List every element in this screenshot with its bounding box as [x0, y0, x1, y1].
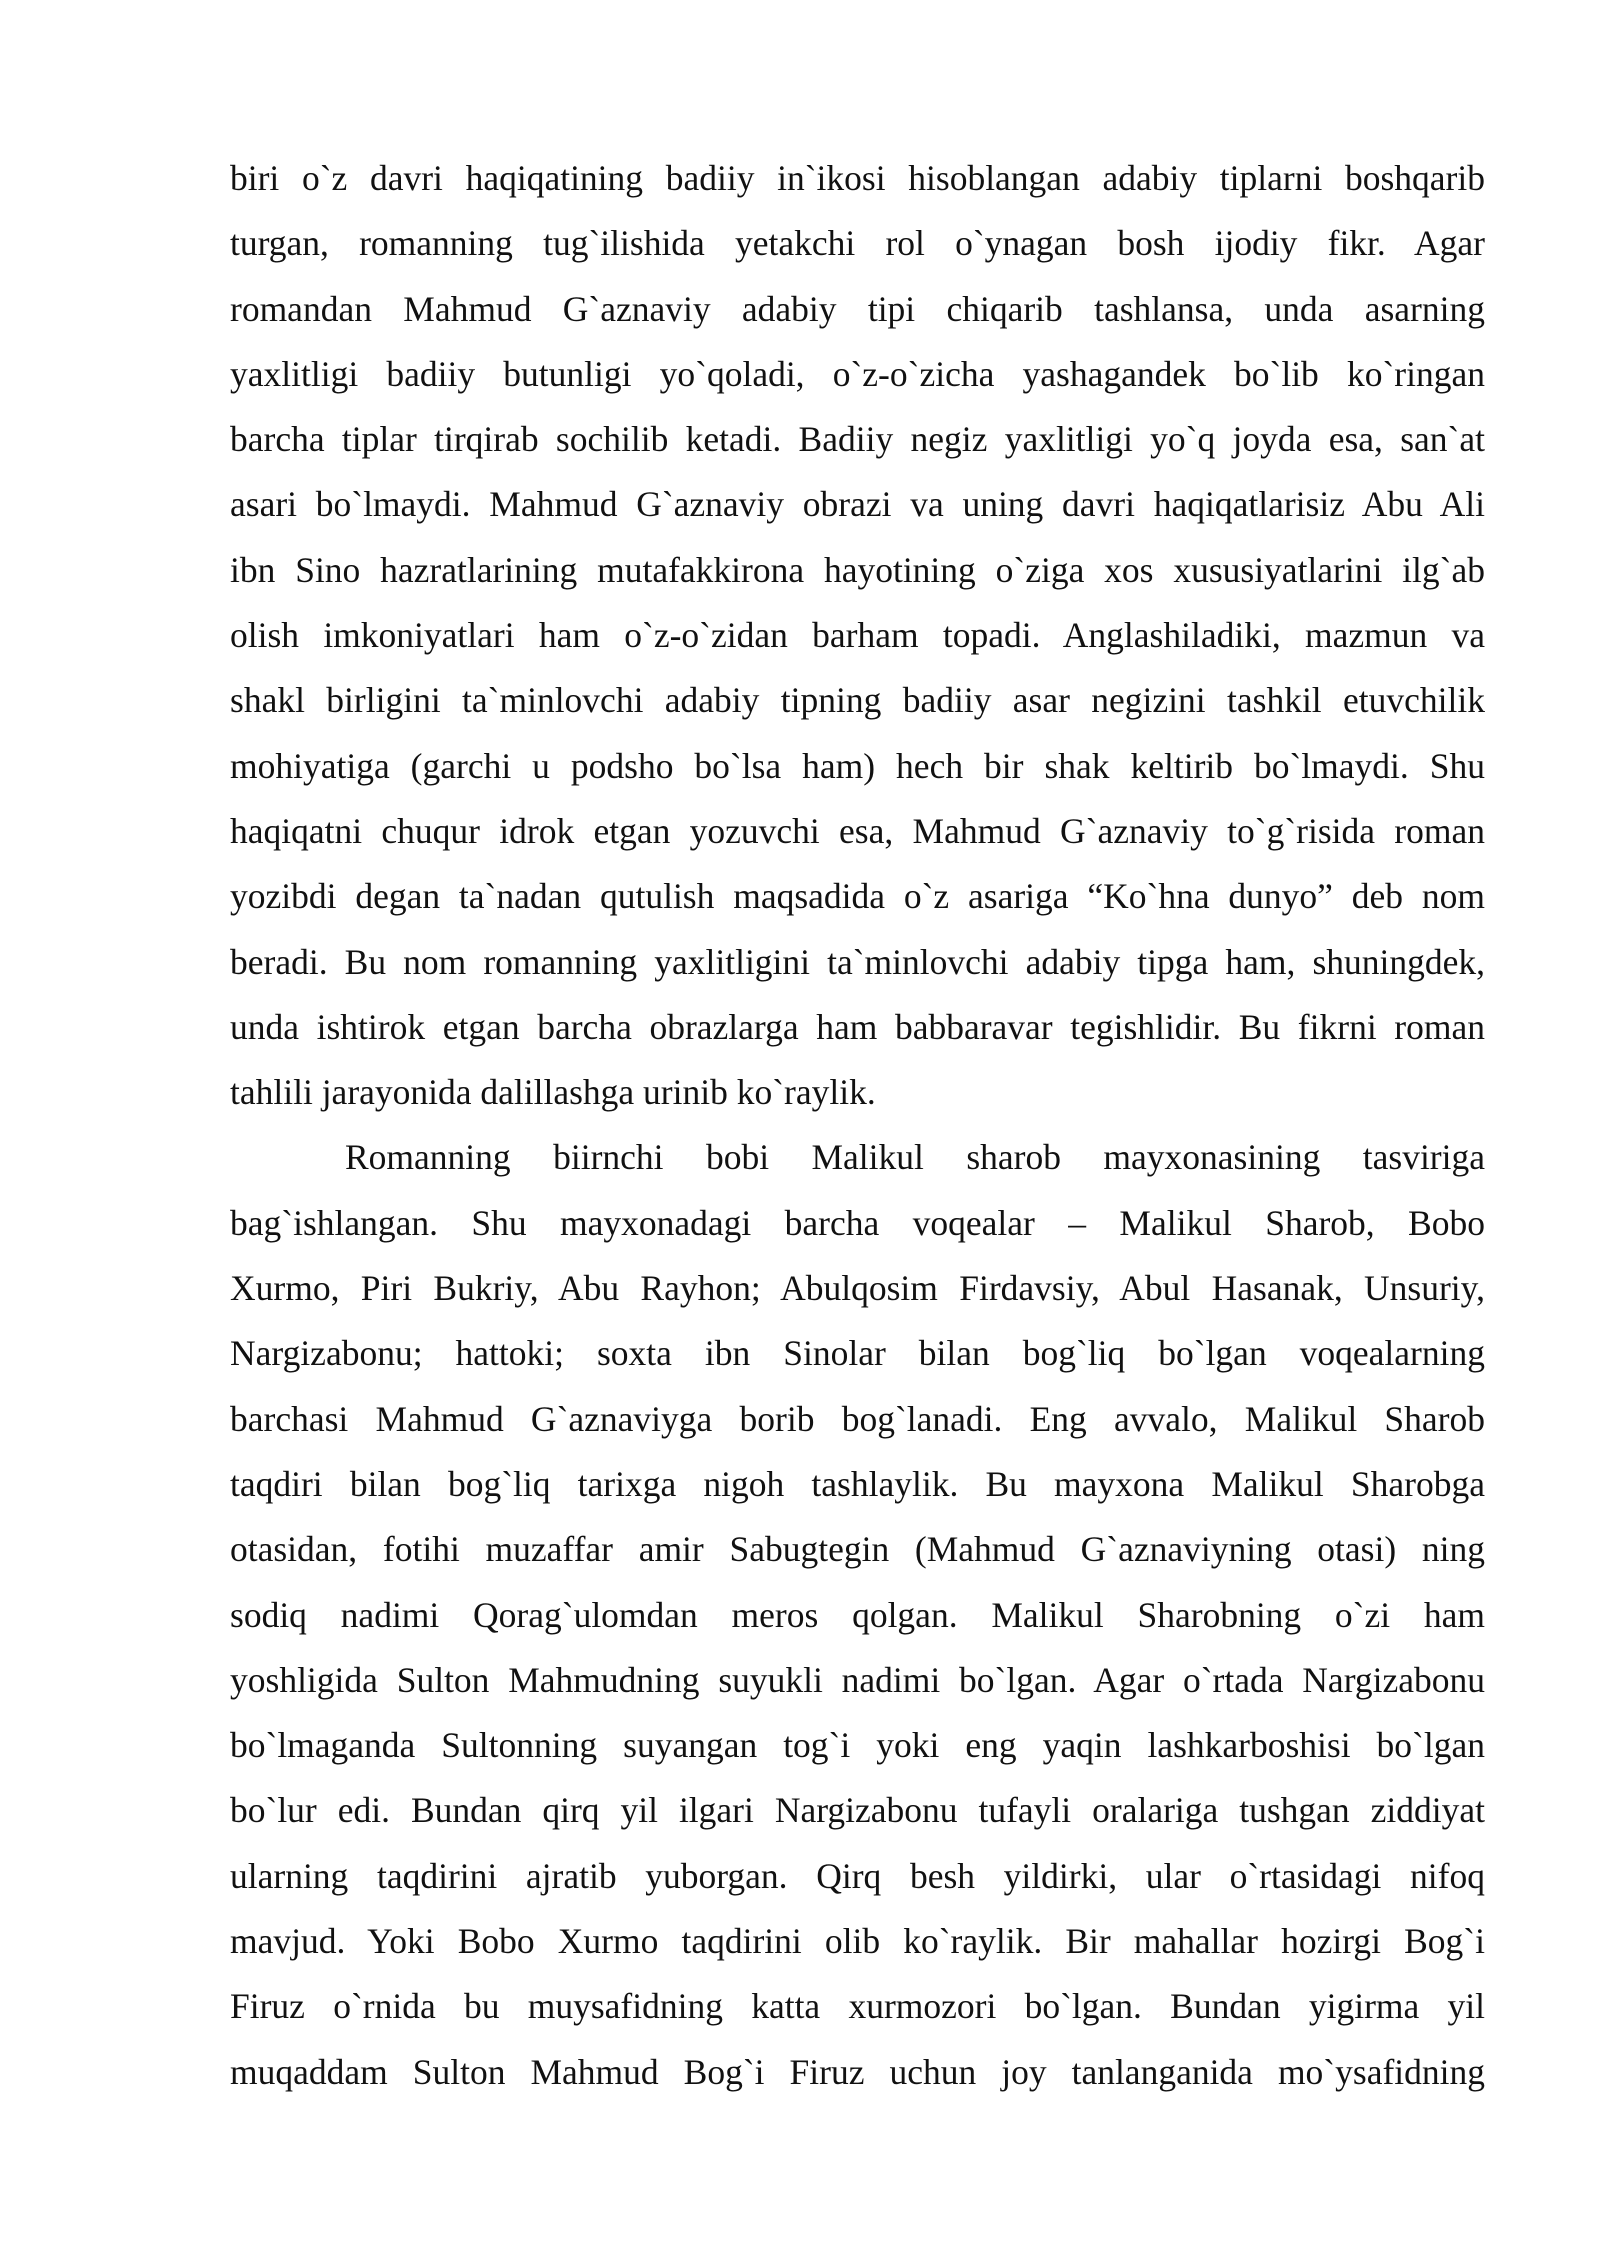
text-line: shakl birligini ta`minlovchi adabiy tipning badiiy asar negizini tashkil etuvchilik	[230, 680, 1485, 721]
text-line: otasidan, fotihi muzaffar amir Sabugtegin (Mahmud G`aznaviyning otasi) ning	[230, 1529, 1485, 1570]
text-line: bo`lmaganda Sultonning suyangan tog`i yoki eng yaqin lashkarboshisi bo`lgan	[230, 1725, 1485, 1766]
paragraph-end-line: tahlili jarayonida dalillashga urinib ko`raylik.	[230, 1072, 876, 1113]
text-line: Nargizabonu; hattoki; soxta ibn Sinolar bilan bog`liq bo`lgan voqealarning	[230, 1333, 1485, 1374]
text-line: sodiq nadimi Qorag`ulomdan meros qolgan. Malikul Sharobning o`zi ham	[230, 1594, 1485, 1635]
text-line: unda ishtirok etgan barcha obrazlarga ham babbaravar tegishlidir. Bu fikrni roman	[230, 1006, 1485, 1047]
text-line: romandan Mahmud G`aznaviy adabiy tipi chiqarib tashlansa, unda asarning	[230, 288, 1485, 329]
text-line: muqaddam Sulton Mahmud Bog`i Firuz uchun joy tanlanganida mo`ysafidning	[230, 2051, 1485, 2092]
text-line: barchasi Mahmud G`aznaviyga borib bog`lanadi. Eng avvalo, Malikul Sharob	[230, 1398, 1485, 1439]
text-line: ularning taqdirini ajratib yuborgan. Qirq besh yildirki, ular o`rtasidagi nifoq	[230, 1855, 1485, 1896]
text-line: yoshligida Sulton Mahmudning suyukli nadimi bo`lgan. Agar o`rtada Nargizabonu	[230, 1659, 1485, 1700]
text-line: Firuz o`rnida bu muysafidning katta xurmozori bo`lgan. Bundan yigirma yil	[230, 1986, 1485, 2027]
text-line: bag`ishlangan. Shu mayxonadagi barcha voqealar – Malikul Sharob, Bobo	[230, 1202, 1485, 1243]
text-line: mohiyatiga (garchi u podsho bo`lsa ham) hech bir shak keltirib bo`lmaydi. Shu	[230, 745, 1485, 786]
paragraph-first-line: Romanning biirnchi bobi Malikul sharob mayxonasining tasviriga	[345, 1137, 1485, 1178]
text-line: turgan, romanning tug`ilishida yetakchi rol o`ynagan bosh ijodiy fikr. Agar	[230, 223, 1485, 264]
text-line: haqiqatni chuqur idrok etgan yozuvchi esa, Mahmud G`aznaviy to`g`risida roman	[230, 810, 1485, 851]
text-line: Xurmo, Piri Bukriy, Abu Rayhon; Abulqosim Firdavsiy, Abul Hasanak, Unsuriy,	[230, 1268, 1485, 1309]
text-line: biri o`z davri haqiqatining badiiy in`ikosi hisoblangan adabiy tiplarni boshqarib	[230, 158, 1485, 198]
text-line: yozibdi degan ta`nadan qutulish maqsadida o`z asariga “Ko`hna dunyo” deb nom	[230, 876, 1485, 917]
text-line: beradi. Bu nom romanning yaxlitligini ta`minlovchi adabiy tipga ham, shuningdek,	[230, 941, 1485, 982]
text-line: ibn Sino hazratlarining mutafakkirona hayotining o`ziga xos xususiyatlarini ilg`ab	[230, 549, 1485, 590]
text-line: olish imkoniyatlari ham o`z-o`zidan barham topadi. Anglashiladiki, mazmun va	[230, 615, 1485, 656]
text-line: taqdiri bilan bog`liq tarixga nigoh tashlaylik. Bu mayxona Malikul Sharobga	[230, 1463, 1485, 1504]
text-line: mavjud. Yoki Bobo Xurmo taqdirini olib ko`raylik. Bir mahallar hozirgi Bog`i	[230, 1921, 1485, 1962]
text-line: barcha tiplar tirqirab sochilib ketadi. Badiiy negiz yaxlitligi yo`q joyda esa, san`at	[230, 419, 1485, 460]
text-line: yaxlitligi badiiy butunligi yo`qoladi, o`z-o`zicha yashagandek bo`lib ko`ringan	[230, 353, 1485, 394]
text-line: bo`lur edi. Bundan qirq yil ilgari Nargizabonu tufayli oralariga tushgan ziddiyat	[230, 1790, 1485, 1831]
body-text	[230, 146, 1485, 2105]
text-line: asari bo`lmaydi. Mahmud G`aznaviy obrazi va uning davri haqiqatlarisiz Abu Ali	[230, 484, 1485, 525]
